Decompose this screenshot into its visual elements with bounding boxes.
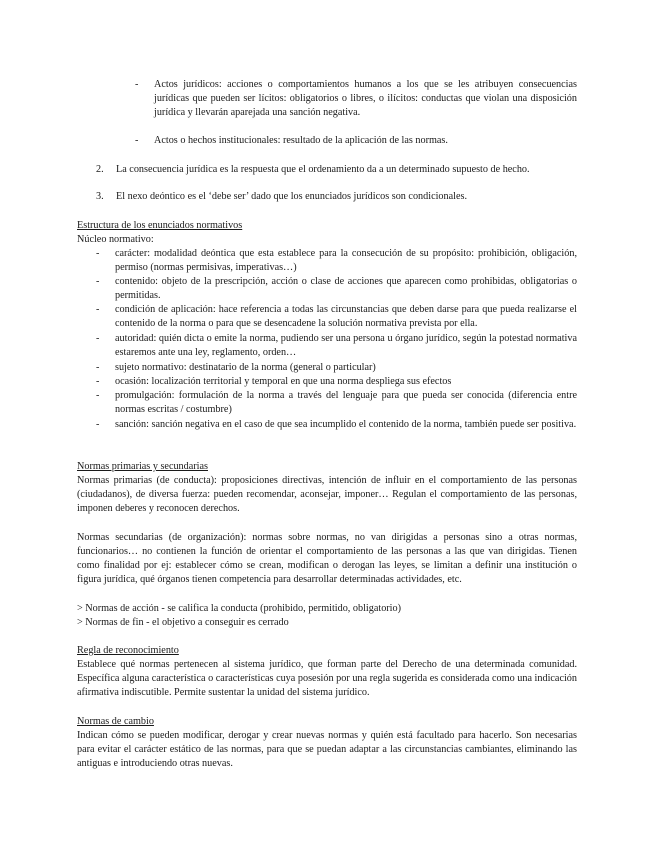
bullet-dash: -	[96, 304, 100, 315]
list-item	[96, 332, 577, 360]
item-number: 2.	[96, 164, 104, 175]
list-item	[96, 303, 577, 331]
list-item-text: promulgación: formulación de la norma a través del lenguaje para que pueda ser conocida (diferencia entre normas escritas / costumbre)	[115, 390, 577, 415]
list-item-text: sanción: sanción negativa en el caso de que sea incumplido el contenido de la norma, también puede ser positiva.	[115, 419, 577, 430]
paragraph-cambio: Indican cómo se pueden modificar, derogar y crear nuevas normas y quién está facultado para hacerlo. Son necesarias para evitar el carácter estático de las normas, para que se puedan adaptar a las circunstancias cambiantes, eliminando las antiguas e introduciendo otras nuevas.	[77, 730, 577, 769]
line-normas-fin: > Normas de fin - el objetivo a conseguir es cerrado	[77, 617, 289, 628]
list-item	[96, 247, 577, 275]
subheading-nucleo: Núcleo normativo:	[77, 234, 154, 245]
list-item	[96, 361, 577, 375]
paragraph-normas-primarias: Normas primarias (de conducta): proposiciones directivas, intención de influir en el comportamiento de las personas (ciudadanos), de diversa fuerza: pueden recomendar, aconsejar, imponer… Regulan el comportamiento de las personas, imponen deberes y reconocen derechos.	[77, 475, 577, 514]
list-item	[135, 78, 577, 120]
bullet-dash: -	[96, 333, 100, 344]
bullet-dash: -	[135, 79, 139, 90]
list-item-text: condición de aplicación: hace referencia a todas las circunstancias que deben darse para que pueda realizarse el contenido de la norma o para que se desencadene la solución normativa prevista por ella.	[115, 304, 577, 329]
item-number: 3.	[96, 191, 104, 202]
section-heading-cambio: Normas de cambio	[77, 716, 154, 727]
section-heading-regla: Regla de reconocimiento	[77, 645, 179, 656]
list-item	[96, 375, 577, 389]
list-item	[96, 389, 577, 417]
list-item-text: Actos o hechos institucionales: resultado de la aplicación de las normas.	[154, 135, 448, 146]
list-item	[96, 275, 577, 303]
section-heading-normas-primarias: Normas primarias y secundarias	[77, 461, 208, 472]
list-item	[135, 134, 577, 148]
bullet-dash: -	[96, 376, 100, 387]
bullet-dash: -	[96, 248, 100, 259]
section-heading-estructura: Estructura de los enunciados normativos	[77, 220, 243, 231]
bullet-dash: -	[96, 390, 100, 401]
numbered-item	[97, 190, 577, 204]
bullet-dash: -	[96, 276, 100, 287]
bullet-dash: -	[96, 362, 100, 373]
list-item-text: carácter: modalidad deóntica que esta establece para la consecución de su propósito: prohibición, obligación, permiso (normas permisivas, imperativas…)	[115, 248, 577, 273]
line-normas-accion: > Normas de acción - se califica la conducta (prohibido, permitido, obligatorio)	[77, 603, 401, 614]
list-item	[96, 418, 577, 432]
list-item-text: ocasión: localización territorial y temporal en que una norma despliega sus efectos	[115, 376, 452, 387]
paragraph-regla: Establece qué normas pertenecen al sistema jurídico, que forman parte del Derecho de una determinada comunidad. Específica alguna característica o características cuya posesión por una regla sugerida es considerada como una indicación afirmativa indiscutible. Permite sustentar la unidad del sistema jurídico.	[77, 659, 577, 698]
list-item-text: Actos jurídicos: acciones o comportamientos humanos a los que se les atribuyen consecuencias jurídicas que pueden ser lícitos: obligatorios o libres, o ilícitos: conductas que violan una disposición jurídica y llevarán aparejada una sanción negativa.	[154, 79, 577, 118]
numbered-item	[97, 163, 577, 177]
list-item-text: autoridad: quién dicta o emite la norma, pudiendo ser una persona u órgano jurídico, según la potestad normativa estaremos ante una ley, reglamento, orden…	[115, 333, 577, 358]
bullet-dash: -	[135, 135, 139, 146]
numbered-item-text: El nexo deóntico es el ‘debe ser’ dado que los enunciados jurídicos son condicionales.	[116, 191, 467, 202]
list-item-text: contenido: objeto de la prescripción, acción o clase de acciones que aparecen como prohibidas, obligatorias o permitidas.	[115, 276, 577, 301]
list-item-text: sujeto normativo: destinatario de la norma (general o particular)	[115, 362, 376, 373]
paragraph-normas-secundarias: Normas secundarias (de organización): normas sobre normas, no van dirigidas a personas sino a otras normas, funcionarios… no contienen la función de orientar el comportamiento de las personas a las que van dirigidas. Tienen como finalidad por ej: establecer cómo se crean, modifican o derogan las leyes, se limitan a definir una institución o figura jurídica, qué órganos tienen competencia para desarrollar determinadas actividades, etc.	[77, 532, 577, 585]
bullet-dash: -	[96, 419, 100, 430]
numbered-item-text: La consecuencia jurídica es la respuesta que el ordenamiento da a un determinado supuesto de hecho.	[116, 164, 530, 175]
